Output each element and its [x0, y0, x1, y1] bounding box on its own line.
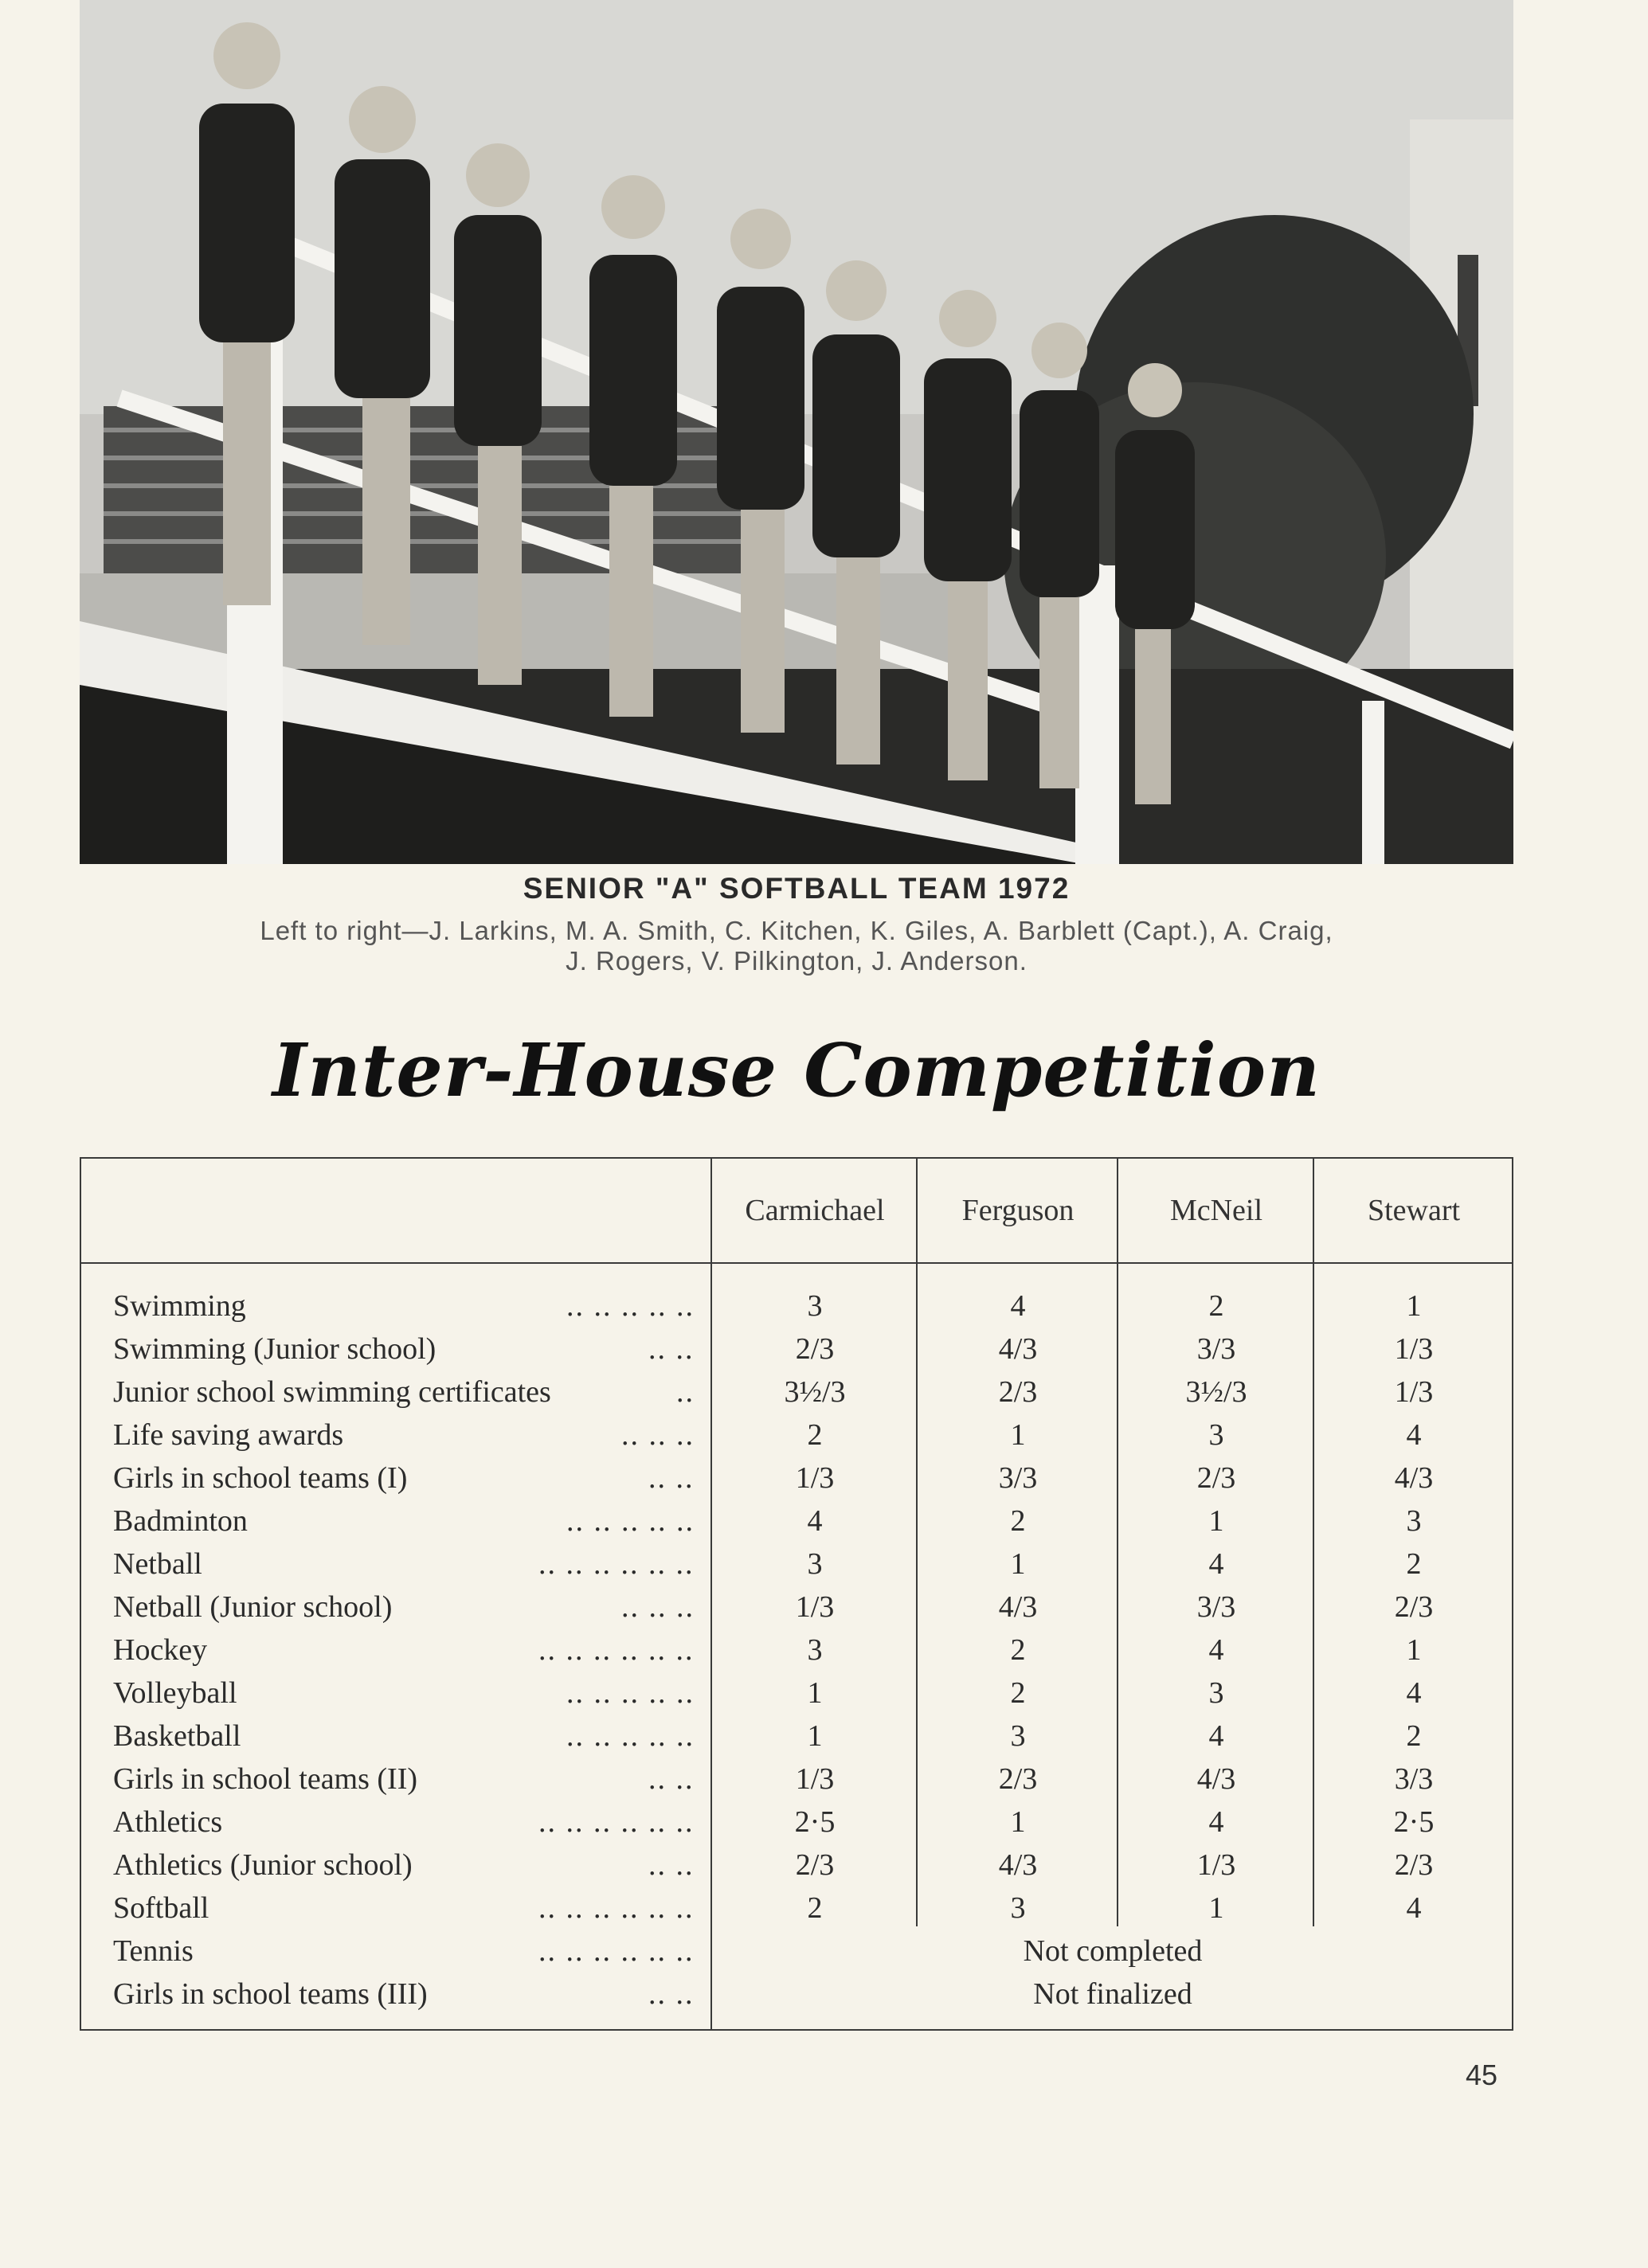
table-cell: 1/3 [1394, 1375, 1434, 1409]
row-leader-dots: .. .. .. .. .. .. [538, 1934, 695, 1968]
table-cell: 4 [1406, 1418, 1422, 1452]
table-cell: 2·5 [1393, 1805, 1435, 1839]
table-row [81, 1285, 1512, 1328]
table-cell: 1 [1010, 1547, 1026, 1581]
table-cell: 1/3 [795, 1590, 835, 1624]
table-cell: 1 [1406, 1289, 1422, 1323]
table-cell: 2 [1208, 1289, 1224, 1323]
table-cell: 1/3 [795, 1762, 835, 1796]
table-cell: 3 [1406, 1504, 1422, 1538]
row-label: Tennis [113, 1934, 194, 1968]
row-leader-dots: .. .. .. .. .. [566, 1504, 695, 1538]
table-row [81, 1930, 1512, 1973]
table-cell: 4 [1010, 1289, 1026, 1323]
column-header-stewart: Stewart [1367, 1194, 1461, 1227]
table-cell: 1/3 [795, 1461, 835, 1495]
table-cell: 4/3 [1196, 1762, 1236, 1796]
row-leader-dots: .. .. .. .. .. [566, 1289, 695, 1323]
table-row [81, 1371, 1512, 1414]
photo-caption-line-2: J. Rogers, V. Pilkington, J. Anderson. [566, 946, 1028, 976]
table-cell: 1 [1208, 1504, 1224, 1538]
table-cell: 3/3 [998, 1461, 1038, 1495]
table-cell: 2/3 [1394, 1848, 1434, 1882]
table-cell: 4/3 [998, 1848, 1038, 1882]
table-cell: 4 [1406, 1891, 1422, 1925]
table-cell: 1 [807, 1676, 823, 1710]
table-cell: 3 [807, 1633, 823, 1667]
row-label: Volleyball [113, 1676, 237, 1710]
row-leader-dots: .. .. .. .. .. [566, 1676, 695, 1710]
section-heading: Inter-House Competition [272, 1027, 1321, 1113]
row-label: Girls in school teams (II) [113, 1762, 418, 1796]
row-label: Basketball [113, 1719, 241, 1753]
photo-caption-title: SENIOR "A" SOFTBALL TEAM 1972 [523, 872, 1071, 905]
table-cell: 2 [1406, 1547, 1422, 1581]
row-label: Life saving awards [113, 1418, 344, 1452]
table-cell: 3 [807, 1547, 823, 1581]
row-label: Junior school swimming certificates [113, 1375, 551, 1409]
row-leader-dots: .. .. .. .. .. .. [538, 1633, 695, 1667]
column-header-ferguson: Ferguson [961, 1194, 1075, 1227]
table-row [81, 1629, 1512, 1672]
row-leader-dots: .. .. [648, 1332, 695, 1366]
table-cell: 3½/3 [1185, 1375, 1247, 1409]
table-cell: 3 [807, 1289, 823, 1323]
table-cell: 1/3 [1196, 1848, 1236, 1882]
row-leader-dots: .. .. .. .. .. .. [538, 1805, 695, 1839]
table-cell: 4 [1208, 1547, 1224, 1581]
table-header-row [81, 1159, 1512, 1264]
table-row [81, 1973, 1512, 2016]
table-cell: 4/3 [998, 1590, 1038, 1624]
table-cell: 3 [1010, 1891, 1026, 1925]
table-cell: 3/3 [1196, 1332, 1236, 1366]
table-cell: 2 [807, 1418, 823, 1452]
merged-status-cell: Not finalized [1033, 1977, 1192, 2011]
table-cell: 2 [1010, 1633, 1026, 1667]
row-label: Girls in school teams (III) [113, 1977, 428, 2011]
row-label: Athletics [113, 1805, 223, 1839]
row-label: Badminton [113, 1504, 248, 1538]
table-cell: 1 [1010, 1805, 1026, 1839]
inter-house-table [80, 1157, 1513, 2031]
table-cell: 2 [807, 1891, 823, 1925]
table-row [81, 1500, 1512, 1543]
table-cell: 4 [1406, 1676, 1422, 1710]
table-row [81, 1543, 1512, 1586]
table-cell: 1 [807, 1719, 823, 1753]
table-cell: 1 [1406, 1633, 1422, 1667]
page-number: 45 [1466, 2059, 1498, 2091]
column-header-carmichael: Carmichael [745, 1194, 885, 1227]
row-leader-dots: .. .. .. .. .. .. [538, 1891, 695, 1925]
row-leader-dots: .. .. [648, 1762, 695, 1796]
table-cell: 4 [1208, 1719, 1224, 1753]
row-label: Netball (Junior school) [113, 1590, 393, 1624]
row-label: Netball [113, 1547, 202, 1581]
table-row [81, 1586, 1512, 1629]
table-cell: 4 [807, 1504, 823, 1538]
row-leader-dots: .. .. .. [621, 1590, 695, 1624]
table-row [81, 1328, 1512, 1371]
table-cell: 2/3 [795, 1332, 835, 1366]
team-photo [80, 0, 1513, 864]
table-row [81, 1844, 1512, 1887]
row-leader-dots: .. .. [648, 1461, 695, 1495]
merged-status-cell: Not completed [1023, 1934, 1203, 1968]
table-row [81, 1715, 1512, 1758]
table-cell: 2/3 [998, 1762, 1038, 1796]
table-cell: 2/3 [795, 1848, 835, 1882]
table-cell: 4 [1208, 1805, 1224, 1839]
table-cell: 2/3 [1394, 1590, 1434, 1624]
table-row [81, 1887, 1512, 1930]
table-cell: 1 [1208, 1891, 1224, 1925]
table-cell: 3 [1010, 1719, 1026, 1753]
row-leader-dots: .. .. .. [621, 1418, 695, 1452]
table-cell: 3/3 [1394, 1762, 1434, 1796]
row-label: Swimming [113, 1289, 246, 1323]
table-cell: 2 [1010, 1504, 1026, 1538]
table-row [81, 1414, 1512, 1457]
row-label: Hockey [113, 1633, 208, 1667]
table-cell: 4/3 [998, 1332, 1038, 1366]
team-photo-image [80, 0, 1513, 864]
table-cell: 3 [1208, 1676, 1224, 1710]
row-leader-dots: .. .. .. .. .. [566, 1719, 695, 1753]
row-label: Athletics (Junior school) [113, 1848, 413, 1882]
table-cell: 3½/3 [784, 1375, 846, 1409]
table-cell: 3/3 [1196, 1590, 1236, 1624]
row-leader-dots: .. .. [648, 1848, 695, 1882]
table-row [81, 1457, 1512, 1500]
table-cell: 3 [1208, 1418, 1224, 1452]
table-cell: 1/3 [1394, 1332, 1434, 1366]
table-cell: 4 [1208, 1633, 1224, 1667]
table-cell: 2 [1010, 1676, 1026, 1710]
photo-caption-line-1: Left to right—J. Larkins, M. A. Smith, C. Kitchen, K. Giles, A. Barblett (Capt.), A. Craig, [260, 916, 1333, 945]
row-leader-dots: .. .. .. .. .. .. [538, 1547, 695, 1581]
column-header-mcneil: McNeil [1169, 1194, 1263, 1227]
table-cell: 2 [1406, 1719, 1422, 1753]
table-cell: 1 [1010, 1418, 1026, 1452]
table-cell: 2/3 [998, 1375, 1038, 1409]
table-row [81, 1801, 1512, 1844]
table-row [81, 1758, 1512, 1801]
row-label: Softball [113, 1891, 209, 1925]
table-cell: 2/3 [1196, 1461, 1236, 1495]
row-leader-dots: .. [676, 1375, 695, 1409]
table-cell: 2·5 [794, 1805, 836, 1839]
table-cell: 4/3 [1394, 1461, 1434, 1495]
row-label: Swimming (Junior school) [113, 1332, 436, 1366]
row-label: Girls in school teams (I) [113, 1461, 408, 1495]
table-row [81, 1672, 1512, 1715]
row-leader-dots: .. .. [648, 1977, 695, 2011]
